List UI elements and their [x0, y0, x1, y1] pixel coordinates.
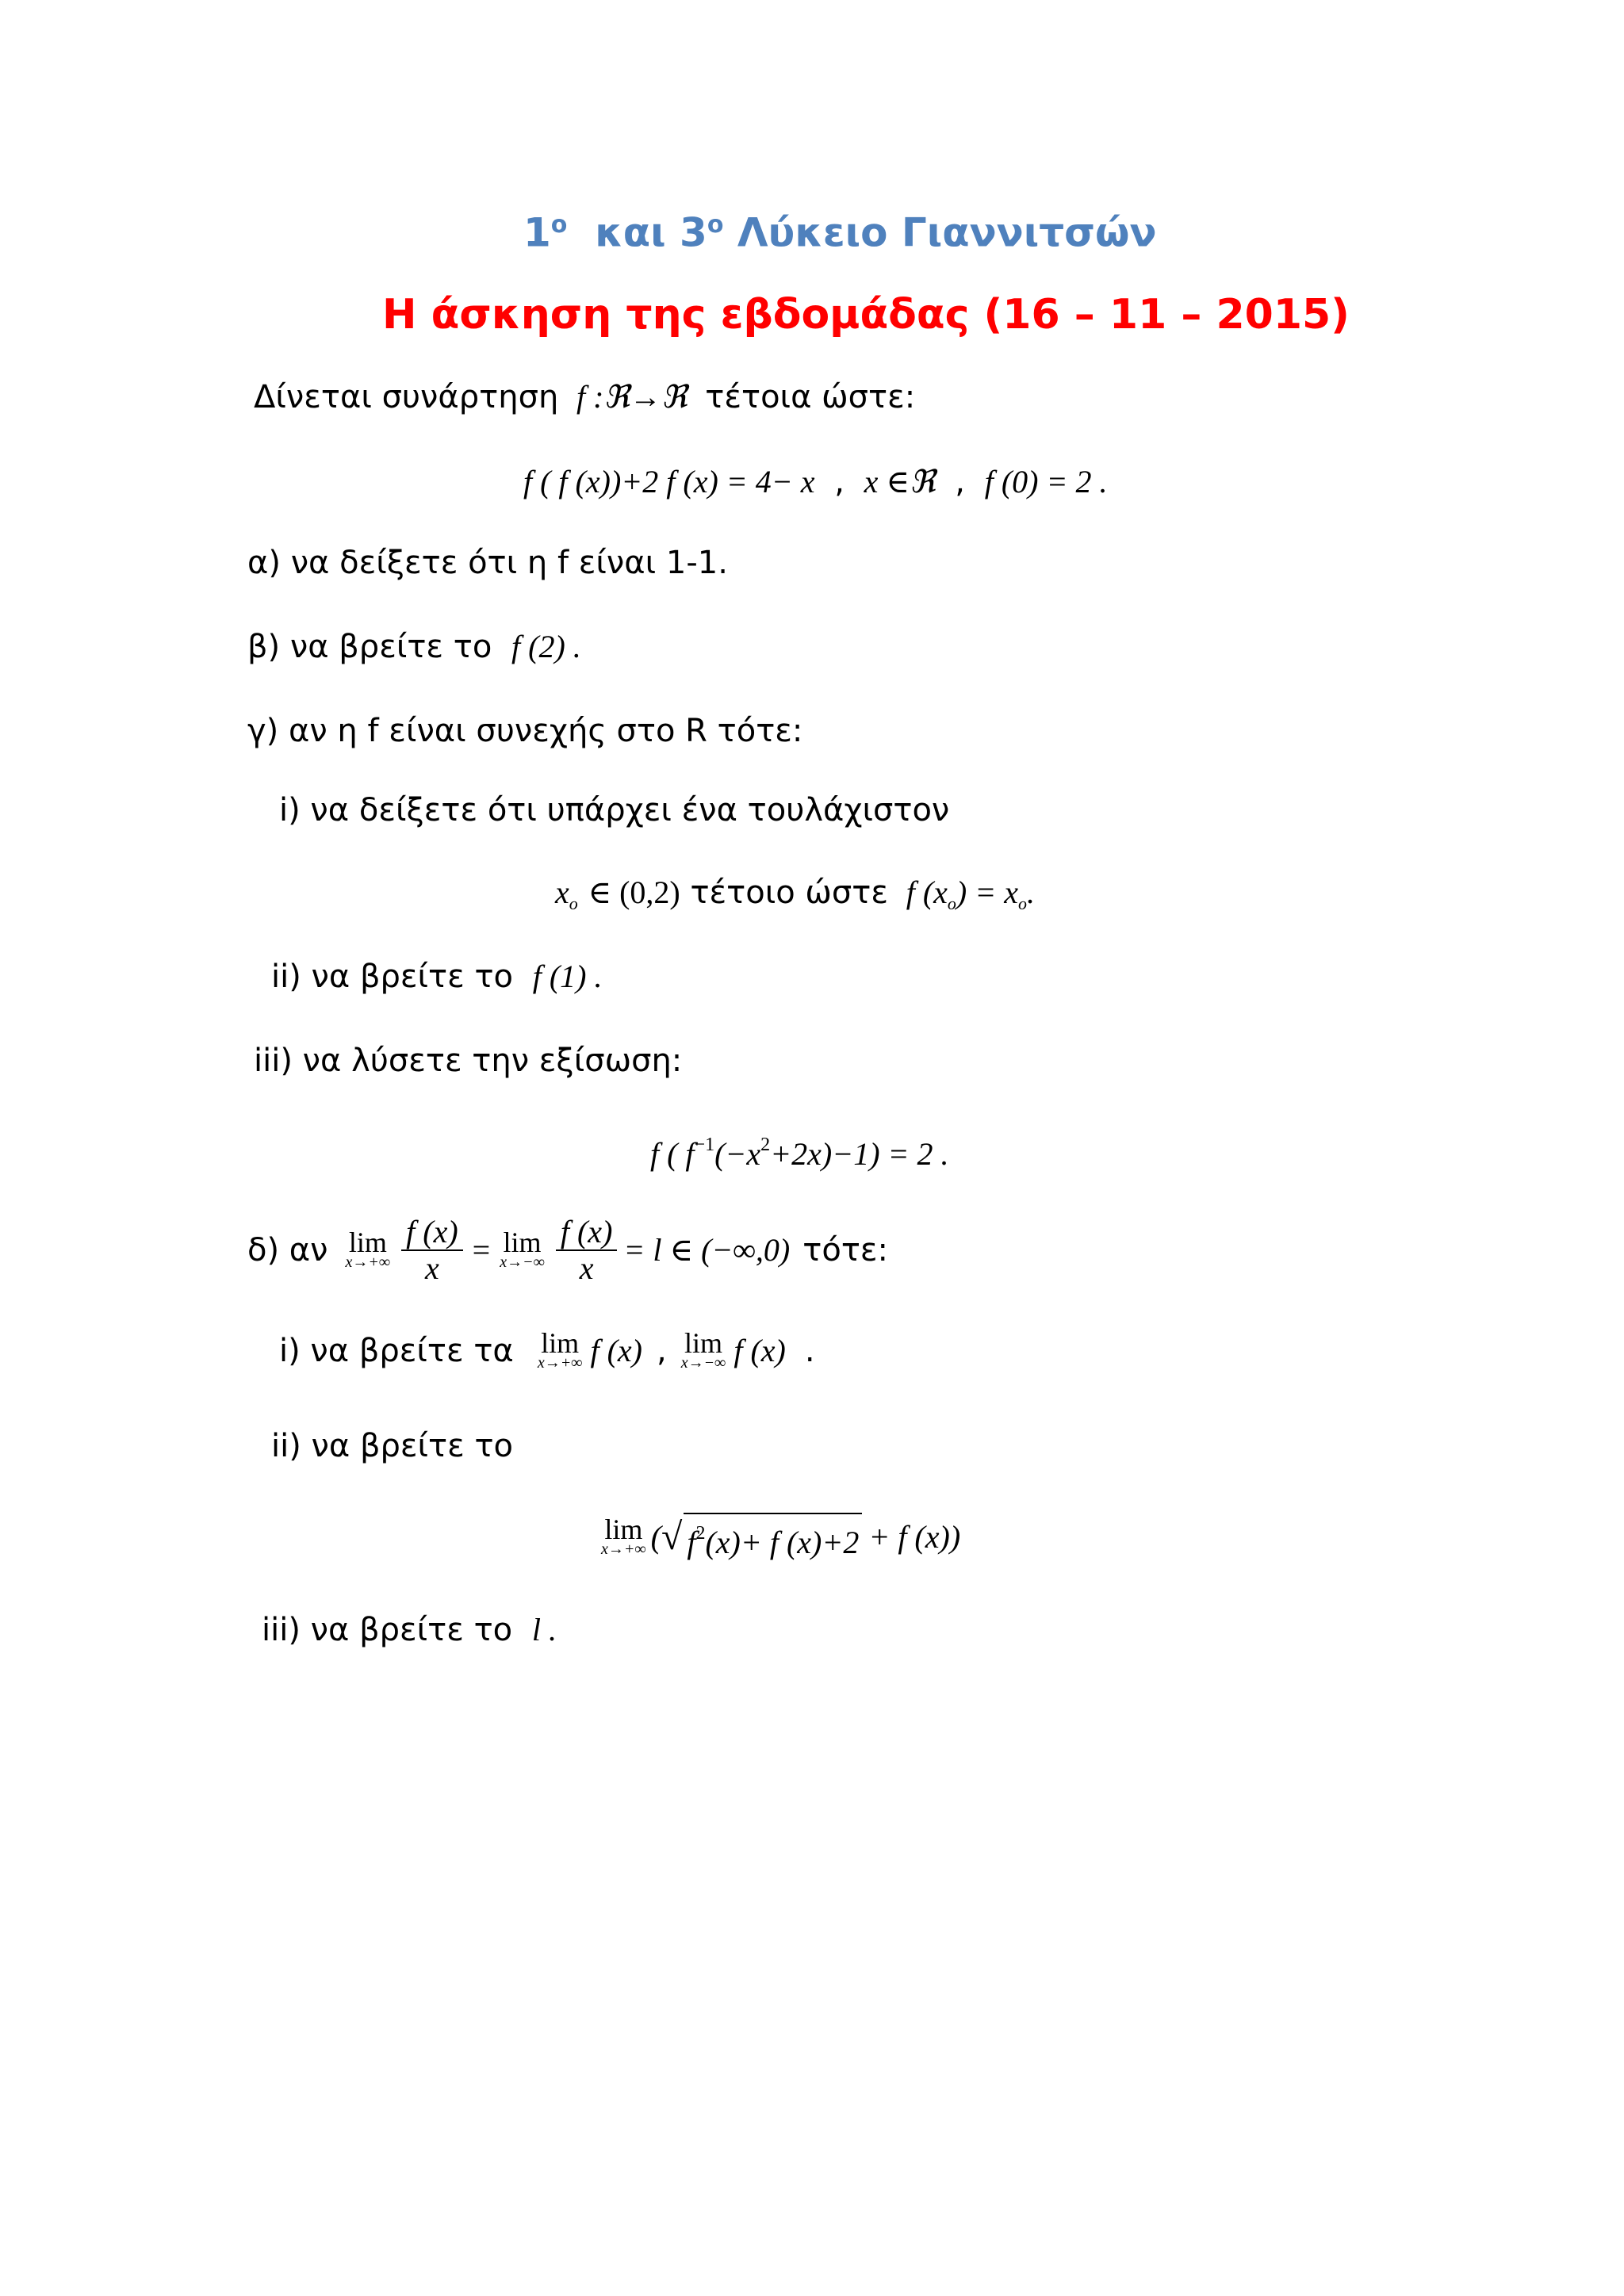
title-middle: και 3	[595, 209, 707, 256]
equation-separator-2: ,	[955, 464, 966, 500]
item-b-formula: f (2) .	[511, 629, 581, 664]
open-paren: (	[650, 1519, 661, 1555]
fraction-denominator-1: x	[425, 1250, 439, 1286]
school-title	[523, 201, 1157, 257]
item-d-iii-text: iii) να βρείτε το	[262, 1612, 513, 1648]
xo-rhs-subscript: o	[1017, 894, 1027, 913]
limit-minus-inf	[500, 1226, 545, 1271]
intro-formula: f :ℜ→ℜ	[576, 379, 688, 415]
condition-end: .	[1026, 874, 1035, 910]
lim-label: lim	[503, 1226, 542, 1258]
fxo-equals: ) = x	[956, 874, 1018, 910]
intro-text-after: τέτοια ώστε:	[705, 379, 916, 415]
item-c-i: i) να δείξετε ότι υπάρχει ένα τουλάχιστον	[279, 792, 950, 828]
sqrt-f: f	[687, 1525, 696, 1560]
lim-under-minus: x→−∞	[680, 1354, 726, 1372]
equation-part-3: f (0) = 2 .	[984, 464, 1108, 499]
lim-label: lim	[684, 1327, 723, 1359]
item-c-i-condition	[555, 874, 1035, 923]
fx-2: f (x)	[733, 1333, 786, 1368]
item-c: γ) αν η f είναι συνεχής στο R τότε:	[247, 713, 803, 749]
item-c-ii-text: ii) να βρείτε το	[271, 959, 514, 995]
fxo-open: f (x	[906, 874, 948, 910]
fx-1: f (x)	[590, 1333, 642, 1368]
item-c-iii-equation	[650, 1126, 949, 1173]
lim-under-plus: x→+∞	[537, 1354, 583, 1372]
title-superscript-2: ο	[707, 211, 724, 239]
sqrt-expression: (x)+ f (x)+2	[705, 1525, 860, 1560]
main-equation	[523, 463, 1107, 501]
fxo-subscript: o	[947, 894, 956, 913]
equals-sign: =	[472, 1232, 491, 1268]
item-a: α) να δείξετε ότι η f είναι 1-1.	[247, 545, 728, 581]
limit-plus-inf	[345, 1226, 391, 1271]
title-superscript-1: ο	[550, 211, 568, 239]
equation-part-2: x ∈ℜ	[864, 464, 936, 499]
xo-symbol: x	[555, 874, 569, 910]
square-superscript: 2	[760, 1135, 771, 1155]
xo-subscript: o	[569, 894, 578, 913]
limit-tail: + f (x))	[868, 1519, 961, 1555]
lim-label: lim	[348, 1226, 387, 1258]
limit-plus-inf-sqrt	[601, 1513, 646, 1558]
item-d-i-text: i) να βρείτε τα	[279, 1333, 514, 1369]
item-b	[247, 628, 581, 666]
limit-value-condition: = l ∈ (−∞,0)	[623, 1232, 791, 1268]
comma: ,	[656, 1333, 667, 1369]
item-d-iii	[262, 1611, 557, 1649]
intro-text: Δίνεται συνάρτηση	[254, 379, 559, 415]
lim-under-minus: x→−∞	[500, 1253, 545, 1271]
limit-minus-inf-fx	[680, 1327, 726, 1372]
lim-label: lim	[604, 1513, 643, 1545]
item-c-ii	[271, 958, 603, 996]
condition-text: τέτοιο ώστε	[690, 874, 888, 911]
fraction-denominator-2: x	[579, 1250, 594, 1286]
item-d-then: τότε:	[802, 1232, 888, 1269]
lim-label: lim	[541, 1327, 580, 1359]
interval: ∈ (0,2)	[588, 874, 680, 910]
lim-under-plus: x→+∞	[601, 1540, 646, 1558]
fraction-numerator-2: f (x)	[556, 1215, 618, 1251]
exercise-title: Η άσκηση της εβδομάδας (16 – 11 – 2015)	[382, 291, 1350, 339]
fraction-numerator-1: f (x)	[401, 1215, 463, 1251]
lim-under-plus: x→+∞	[345, 1253, 391, 1271]
fraction-fx-over-x-2	[556, 1215, 618, 1286]
sqrt-square: 2	[695, 1523, 706, 1544]
equation-part-1: f ( f (x))+2 f (x) = 4− x	[523, 464, 815, 499]
item-d-iii-formula: l .	[531, 1612, 557, 1647]
item-d-ii: ii) να βρείτε το	[271, 1428, 514, 1464]
item-c-iii: iii) να λύσετε την εξίσωση:	[254, 1043, 683, 1079]
inverse-f: f ( f	[650, 1136, 695, 1172]
item-d-text: δ) αν	[247, 1232, 328, 1269]
sqrt-sign: √	[661, 1516, 683, 1558]
inverse-superscript: −1	[694, 1135, 715, 1155]
equation-separator-1: ,	[834, 464, 845, 500]
item-b-text: β) να βρείτε το	[247, 629, 492, 665]
intro-line	[254, 378, 915, 416]
item-c-ii-formula: f (1) .	[532, 959, 603, 994]
fraction-fx-over-x-1	[401, 1215, 463, 1286]
title-rest: Λύκειο Γιαννιτσών	[737, 209, 1157, 256]
limit-plus-inf-fx	[537, 1327, 583, 1372]
period: .	[804, 1333, 815, 1369]
inverse-equation-end: +2x)−1) = 2 .	[770, 1136, 949, 1172]
sqrt-body	[684, 1513, 862, 1562]
item-d-ii-limit	[601, 1502, 960, 1573]
inverse-argument: (−x	[714, 1136, 761, 1172]
item-d	[247, 1207, 888, 1294]
title-number-1: 1	[523, 209, 551, 256]
item-d-i	[279, 1318, 815, 1384]
